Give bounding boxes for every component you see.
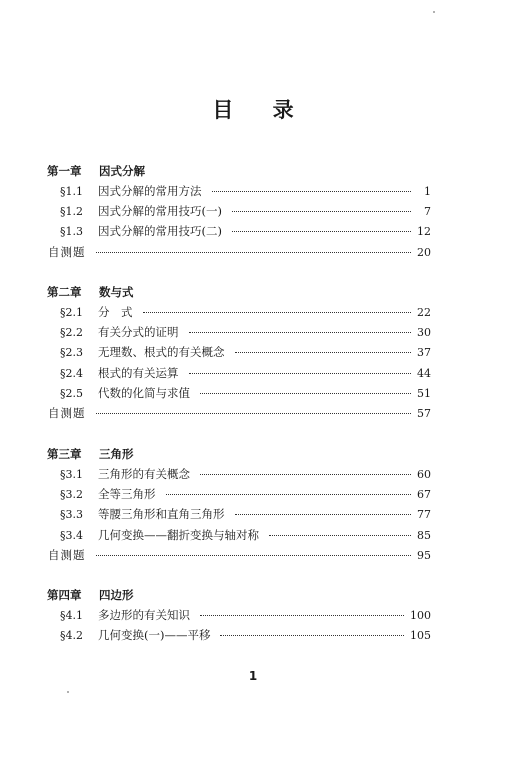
chapter-number: 第四章 [47, 588, 82, 602]
chapter-heading [47, 282, 427, 302]
toc-entry[interactable] [60, 464, 431, 484]
leader-dots [143, 312, 412, 313]
page-number: 1 [248, 669, 258, 683]
page-ref: 95 [417, 548, 431, 562]
leader-dots [96, 252, 412, 253]
leader-dots [232, 231, 411, 232]
page-ref: 7 [424, 205, 431, 219]
leader-dots [200, 474, 411, 475]
leader-dots [235, 352, 412, 353]
toc-entry[interactable] [60, 525, 431, 545]
section-number: §3.2 [60, 488, 83, 502]
toc-entry[interactable] [60, 322, 431, 342]
section-number: §4.1 [60, 609, 83, 622]
toc-entry[interactable] [60, 181, 431, 201]
chapter-2 [47, 282, 431, 423]
toc-entry[interactable] [60, 504, 431, 524]
scan-speck [433, 11, 435, 13]
toc-entry[interactable] [60, 201, 431, 221]
page-ref: 67 [417, 488, 431, 502]
page-ref: 22 [417, 306, 431, 319]
leader-dots [189, 373, 412, 374]
toc-entry[interactable] [60, 221, 431, 241]
page-ref: 37 [417, 346, 431, 360]
chapter-4 [47, 585, 431, 645]
chapter-1 [47, 161, 431, 262]
section-number: §3.1 [60, 468, 83, 481]
page-ref: 100 [410, 609, 431, 622]
entry-title: 等腰三角形和直角三角形 [98, 507, 225, 522]
leader-dots [269, 535, 411, 536]
toc-entry[interactable] [60, 363, 431, 383]
entry-title: 分 式 [98, 305, 133, 319]
leader-dots [96, 555, 412, 556]
page-ref: 12 [417, 225, 431, 239]
toc-entry[interactable] [60, 625, 431, 645]
page-ref: 20 [417, 245, 431, 259]
chapter-title: 四边形 [99, 588, 134, 602]
chapter-title: 三角形 [99, 447, 134, 461]
entry-title: 全等三角形 [98, 487, 156, 502]
entry-title: 无理数、根式的有关概念 [98, 345, 225, 360]
entry-title: 有关分式的证明 [98, 325, 179, 340]
section-number: §1.1 [60, 185, 83, 198]
section-number: §2.5 [60, 386, 83, 400]
leader-dots [220, 635, 404, 636]
page-ref: 51 [417, 386, 431, 400]
chapter-number: 第一章 [47, 164, 82, 178]
entry-title: 代数的化简与求值 [98, 385, 190, 400]
page-ref: 1 [424, 185, 431, 198]
section-number: §2.3 [60, 346, 83, 360]
chapter-heading [47, 161, 427, 181]
leader-dots [200, 393, 411, 394]
section-number: §2.1 [60, 306, 83, 319]
chapter-heading [47, 444, 427, 464]
section-number: §2.4 [60, 366, 83, 380]
section-number: §1.3 [60, 225, 83, 239]
toc-entry-self-test[interactable] [48, 545, 431, 565]
page-ref: 85 [417, 528, 431, 542]
section-number: §3.4 [60, 528, 83, 542]
leader-dots [200, 615, 404, 616]
page-ref: 44 [417, 366, 431, 380]
section-number: §4.2 [60, 629, 83, 643]
section-number: §1.2 [60, 205, 83, 219]
chapter-number: 第三章 [47, 447, 82, 461]
chapter-heading [47, 585, 427, 605]
entry-title: 因式分解的常用方法 [98, 184, 202, 198]
toc-entry[interactable] [60, 302, 431, 322]
entry-title: 几何变换——翻折变换与轴对称 [98, 527, 259, 542]
leader-dots [235, 514, 412, 515]
section-number: §3.3 [60, 508, 83, 522]
chapter-title: 因式分解 [99, 164, 145, 178]
toc-entry[interactable] [60, 342, 431, 362]
entry-title: 几何变换(一)——平移 [98, 628, 211, 643]
chapter-3 [47, 444, 431, 565]
chapter-number: 第二章 [47, 285, 82, 299]
page-ref: 60 [417, 468, 431, 481]
entry-title: 自测题 [48, 405, 86, 420]
page-ref: 57 [417, 406, 431, 420]
leader-dots [212, 191, 412, 192]
leader-dots [96, 413, 412, 414]
section-number: §2.2 [60, 326, 83, 340]
scan-speck [67, 691, 69, 693]
toc-entry[interactable] [60, 484, 431, 504]
toc-entry-self-test[interactable] [48, 403, 431, 423]
page-ref: 105 [410, 629, 431, 643]
entry-title: 自测题 [48, 547, 86, 562]
toc-entry[interactable] [60, 605, 431, 625]
page-ref: 30 [417, 326, 431, 340]
entry-title: 因式分解的常用技巧(二) [98, 224, 222, 239]
leader-dots [166, 494, 412, 495]
entry-title: 自测题 [48, 244, 86, 259]
leader-dots [189, 332, 412, 333]
toc-entry[interactable] [60, 383, 431, 403]
entry-title: 多边形的有关知识 [98, 608, 190, 622]
page-ref: 77 [417, 508, 431, 522]
entry-title: 根式的有关运算 [98, 365, 179, 380]
entry-title: 因式分解的常用技巧(一) [98, 204, 222, 219]
entry-title: 三角形的有关概念 [98, 467, 190, 481]
page-title: 目 录 [212, 98, 310, 122]
leader-dots [232, 211, 411, 212]
toc-entry-self-test[interactable] [48, 242, 431, 262]
chapter-title: 数与式 [99, 285, 134, 299]
